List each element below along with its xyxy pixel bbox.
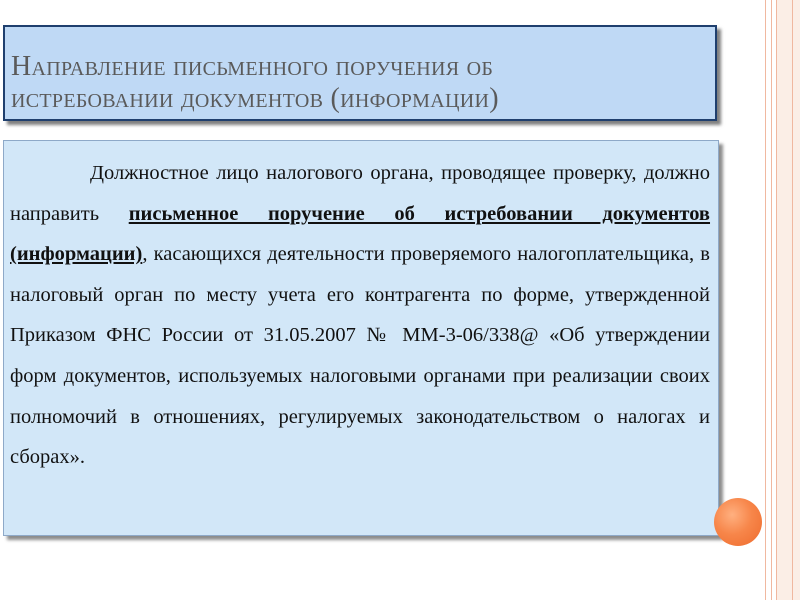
body-emphasis: письменное поручение об истребовании документов (информации) (10, 202, 711, 266)
body-text-part-2: , касающихся деятельности проверяемого налогоплательщика, в налоговый орган по месту учета его контрагента по форме, утвержденной Приказом ФНС России от 31.05.2007 № ММ-3-06/338@ «Об утверждении форм документов, используемых налоговыми органами при реализации своих полномочий в отношениях, регулируемых законодательством о налогах и сборах». (10, 243, 710, 469)
slide-title-box (3, 25, 717, 121)
side-decor-line (765, 0, 766, 600)
side-decor-band (776, 0, 800, 600)
side-decor-line (792, 0, 793, 600)
slide-body-box (3, 140, 719, 536)
side-decor-line (771, 0, 772, 600)
decorative-orange-circle (714, 498, 762, 546)
body-paragraph (10, 153, 710, 478)
body-text-part-1: Должностное лицо налогового органа, проводящее проверку, должно направить (10, 162, 710, 225)
slide-title-line-1: Направление письменного поручения об (11, 51, 494, 82)
slide-title-line-2: истребовании документов (информации) (11, 83, 499, 114)
side-decor-line (776, 0, 777, 600)
